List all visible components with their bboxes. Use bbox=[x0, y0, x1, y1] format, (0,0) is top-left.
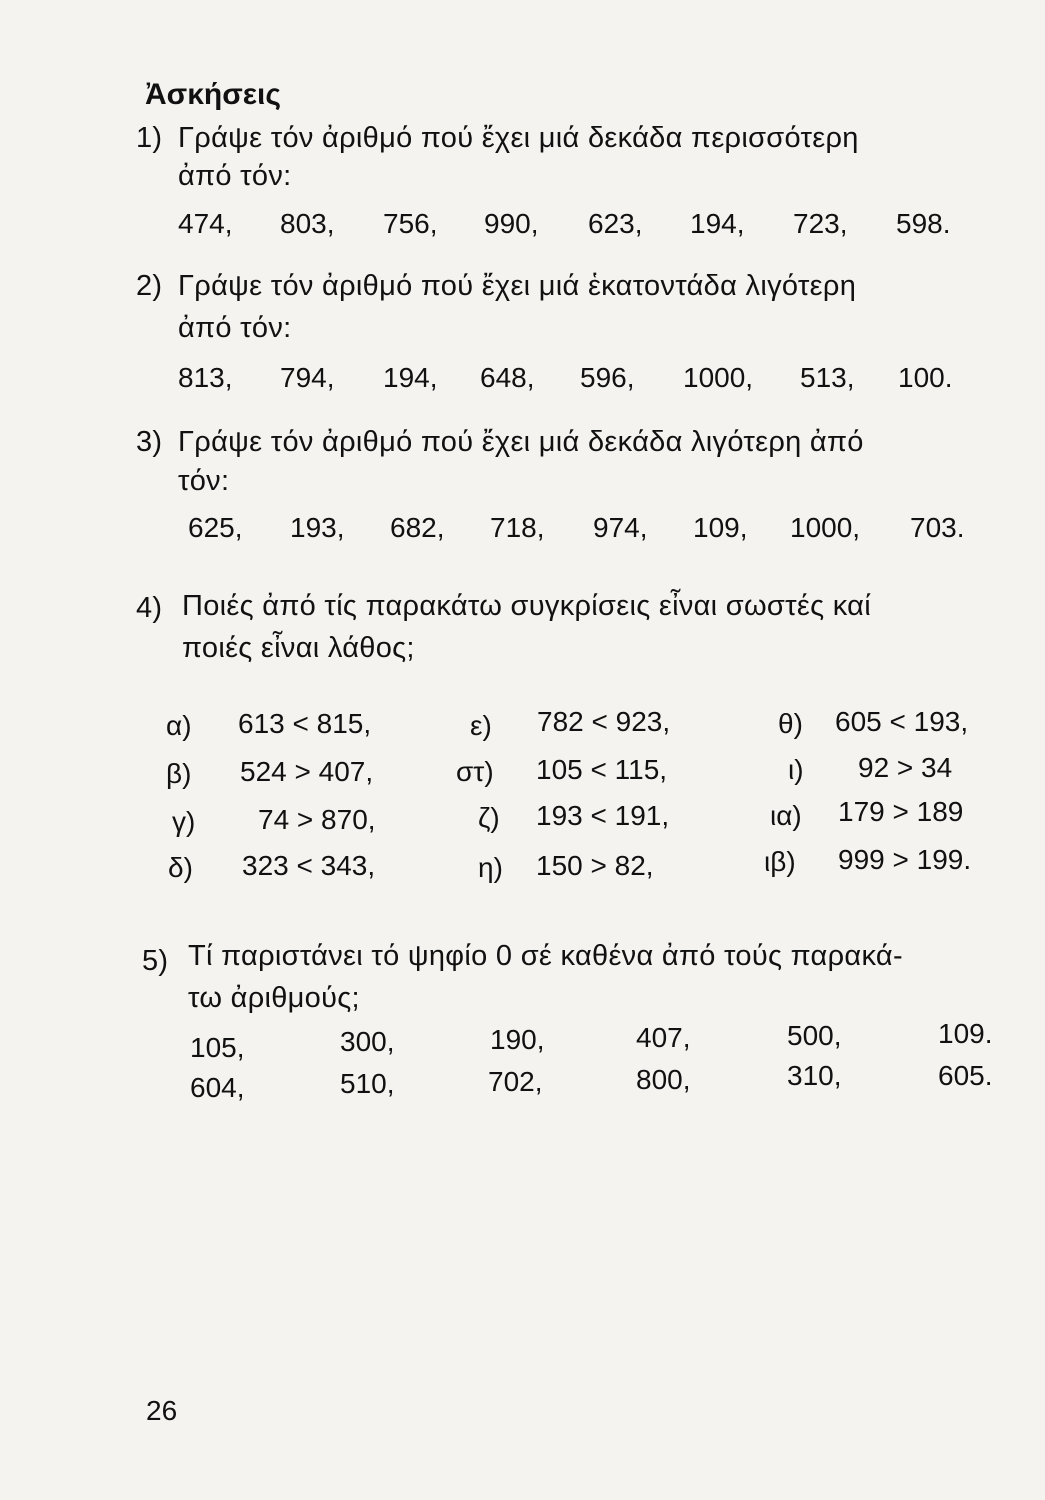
number: 105, bbox=[190, 1032, 245, 1063]
item-key: α) bbox=[166, 710, 192, 741]
number: 194, bbox=[690, 208, 745, 239]
number: 682, bbox=[390, 512, 445, 543]
item-key: ιβ) bbox=[764, 846, 796, 877]
number: 648, bbox=[480, 362, 535, 393]
item-key: β) bbox=[166, 758, 192, 789]
number: 109. bbox=[938, 1018, 993, 1049]
number: 596, bbox=[580, 362, 635, 393]
number: 803, bbox=[280, 208, 335, 239]
item-key: ζ) bbox=[478, 802, 500, 833]
comparison: 605 < 193, bbox=[835, 706, 969, 737]
number: 718, bbox=[490, 512, 545, 543]
number: 598. bbox=[896, 208, 951, 239]
number: 703. bbox=[910, 512, 965, 543]
item-key: ι) bbox=[788, 754, 804, 785]
number: 794, bbox=[280, 362, 335, 393]
item-key: στ) bbox=[456, 756, 494, 787]
item-key: ια) bbox=[770, 800, 802, 831]
number: 723, bbox=[793, 208, 848, 239]
number: 310, bbox=[787, 1060, 842, 1091]
exercise-3-instruction-cont: τόν: bbox=[178, 465, 230, 497]
comparison: 524 > 407, bbox=[240, 756, 374, 787]
comparison: 92 > 34 bbox=[858, 752, 953, 783]
number: 109, bbox=[693, 512, 748, 543]
exercise-5-label: 5) bbox=[142, 945, 169, 977]
number: 407, bbox=[636, 1022, 691, 1053]
exercise-1-instruction-cont: ἀπό τόν: bbox=[178, 160, 292, 192]
exercise-1-instruction: Γράψε τόν ἀριθμό πού ἔχει μιά δεκάδα περισσότερη bbox=[178, 122, 859, 154]
number: 474, bbox=[178, 208, 233, 239]
number: 193, bbox=[290, 512, 345, 543]
number: 190, bbox=[490, 1024, 545, 1055]
number: 513, bbox=[800, 362, 855, 393]
number: 990, bbox=[484, 208, 539, 239]
comparison: 323 < 343, bbox=[242, 850, 376, 881]
exercise-2-label: 2) bbox=[136, 270, 163, 302]
exercise-4-instruction: Ποιές ἀπό τίς παρακάτω συγκρίσεις εἶναι σωστές καί bbox=[182, 590, 871, 622]
exercise-2-instruction: Γράψε τόν ἀριθμό πού ἔχει μιά ἑκατοντάδα λιγότερη bbox=[178, 270, 857, 302]
number: 604, bbox=[190, 1072, 245, 1103]
number: 500, bbox=[787, 1020, 842, 1051]
number: 300, bbox=[340, 1026, 395, 1057]
exercise-3-instruction: Γράψε τόν ἀριθμό πού ἔχει μιά δεκάδα λιγότερη ἀπό bbox=[178, 426, 864, 458]
number: 625, bbox=[188, 512, 243, 543]
item-key: δ) bbox=[168, 852, 193, 883]
item-key: θ) bbox=[778, 708, 803, 739]
number: 194, bbox=[383, 362, 438, 393]
number: 813, bbox=[178, 362, 233, 393]
exercise-4-label: 4) bbox=[136, 592, 163, 624]
comparison: 105 < 115, bbox=[536, 754, 668, 785]
item-key: ε) bbox=[470, 710, 492, 741]
number: 974, bbox=[593, 512, 648, 543]
exercises-heading: Ἀσκήσεις bbox=[145, 78, 281, 111]
number: 800, bbox=[636, 1064, 691, 1095]
exercise-5-instruction: Τί παριστάνει τό ψηφίο 0 σέ καθένα ἀπό τούς παρακά- bbox=[188, 940, 903, 972]
comparison: 782 < 923, bbox=[537, 706, 671, 737]
comparison: 179 > 189 bbox=[838, 796, 964, 827]
exercise-3-label: 3) bbox=[136, 426, 163, 458]
number: 623, bbox=[588, 208, 643, 239]
comparison: 193 < 191, bbox=[536, 800, 670, 831]
comparison: 613 < 815, bbox=[238, 708, 372, 739]
comparison: 150 > 82, bbox=[536, 850, 654, 881]
number: 510, bbox=[340, 1068, 395, 1099]
page-number: 26 bbox=[146, 1395, 178, 1426]
number: 1000, bbox=[683, 362, 754, 393]
exercise-1-label: 1) bbox=[136, 122, 163, 154]
number: 605. bbox=[938, 1060, 993, 1091]
number: 756, bbox=[383, 208, 438, 239]
exercise-4-instruction-cont: ποιές εἶναι λάθος; bbox=[182, 632, 415, 664]
comparison: 74 > 870, bbox=[258, 804, 376, 835]
number: 1000, bbox=[790, 512, 861, 543]
number: 100. bbox=[898, 362, 953, 393]
comparison: 999 > 199. bbox=[838, 844, 972, 875]
item-key: η) bbox=[478, 852, 503, 883]
exercise-2-instruction-cont: ἀπό τόν: bbox=[178, 312, 292, 344]
number: 702, bbox=[488, 1066, 543, 1097]
exercise-5-instruction-cont: τω ἀριθμούς; bbox=[188, 982, 360, 1014]
item-key: γ) bbox=[172, 806, 196, 837]
